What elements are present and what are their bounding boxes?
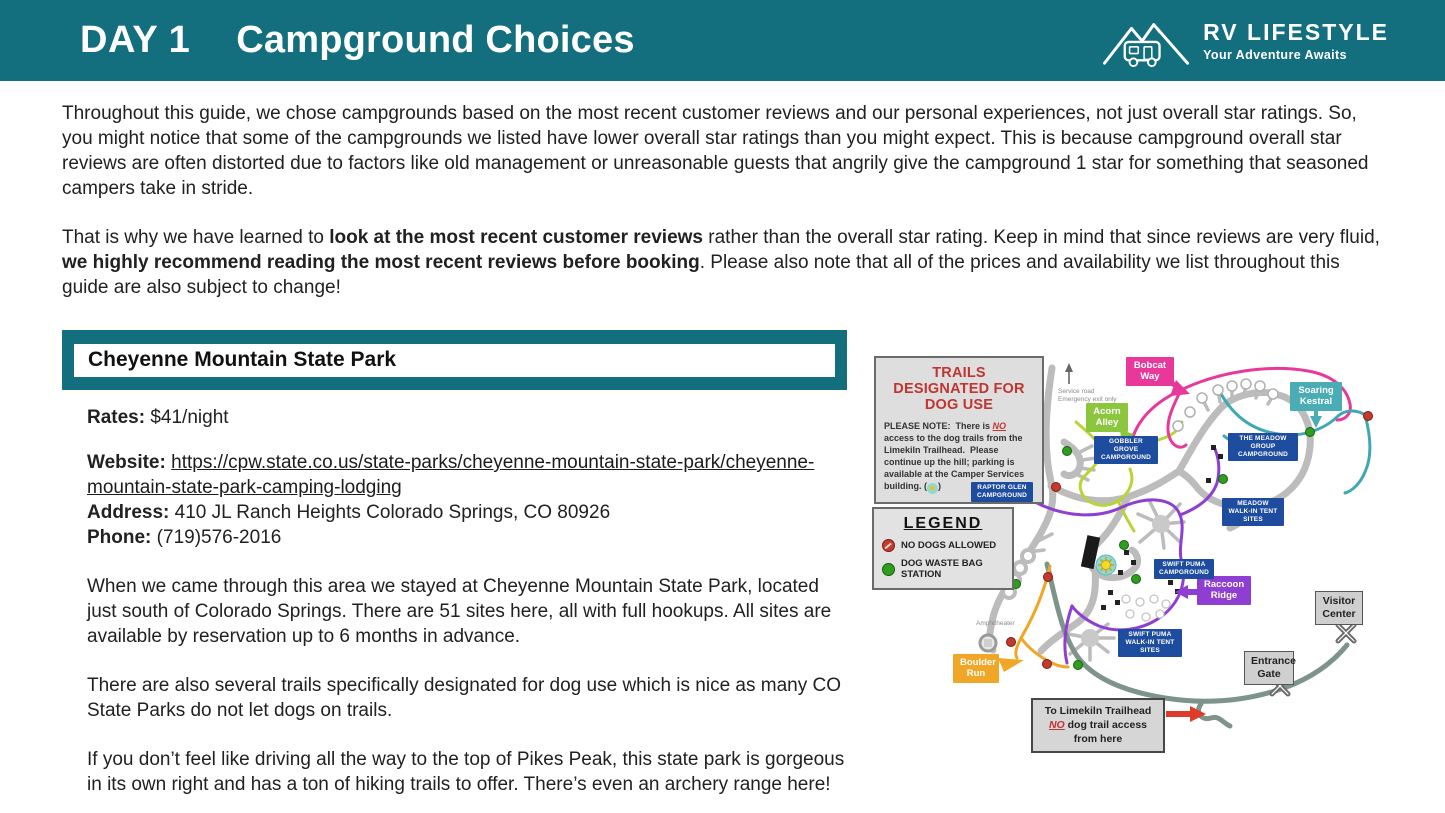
warning-note-close: )	[938, 481, 941, 492]
swift-loop-hub	[1152, 515, 1170, 533]
legend-title: LEGEND	[903, 515, 983, 532]
brand-text	[1203, 19, 1389, 62]
area-label-swift-puma: SWIFT PUMA CAMPGROUND	[1154, 559, 1214, 579]
area-label-swift-puma-tent: SWIFT PUMA WALK-IN TENT SITES	[1118, 629, 1182, 657]
intro-p2-seg2: rather than the overall star rating. Keep in mind that since reviews are very fluid,	[703, 227, 1380, 248]
website-link[interactable]: https://cpw.state.co.us/state-parks/cheyenne-mountain-state-park/cheyenne-mountain-state-park-camping-lodging	[87, 452, 815, 498]
rates-value: $41/night	[150, 407, 229, 428]
limekiln-line2: dog trail access from here	[1064, 719, 1148, 746]
waste-station-icon	[882, 563, 895, 576]
trail-label-raccoon-ridge: Raccoon Ridge	[1197, 576, 1251, 605]
header-title-group	[80, 19, 635, 62]
intro-p2-seg3: . Please also note that all of the prices and availability we list throughout this guide are also subject to change!	[62, 252, 1340, 298]
phone-label: Phone:	[87, 527, 152, 548]
legend-item-no-dogs	[882, 539, 1004, 552]
warning-note-pre: PLEASE NOTE: There is	[884, 420, 993, 431]
service-road-line: Service road	[1058, 388, 1095, 395]
limekiln-line1: To Limekiln Trailhead	[1044, 705, 1152, 717]
address-value: 410 JL Ranch Heights Colorado Springs, CO 80926	[174, 502, 611, 523]
park-trail-map	[868, 352, 1385, 746]
legend-item-waste	[882, 558, 1004, 580]
sun-icon: ✹	[927, 483, 938, 494]
area-label-meadow-group: THE MEADOW GROUP CAMPGROUND	[1228, 433, 1298, 461]
campground-left-column	[62, 330, 847, 797]
day-label: DAY 1	[80, 19, 191, 61]
rv-mountain-icon	[1102, 12, 1190, 70]
campground-section-header	[62, 330, 847, 390]
campground-paragraph-3: If you don’t feel like driving all the way to the top of Pikes Peak, this state park is gorgeous in its own right and has a ton of hiking trails to offer. There’s even an archery range here!	[87, 749, 845, 795]
amphitheater-loop	[980, 635, 996, 651]
warning-note-mid: access to the dog trails from the Limekiln Trailhead. Please continue up the hill; parking is available at the Camper Services building. (	[884, 420, 1027, 492]
amphitheater-label: Amphitheater	[976, 620, 1015, 627]
campground-paragraph-1: When we came through this area we stayed at Cheyenne Mountain State Park, located just south of Colorado Springs. There are 51 sites here, all with full hookups. All sites are available by reservation up to 6 months in advance.	[87, 576, 832, 647]
limekiln-note-box	[1031, 698, 1165, 753]
trail-label-acorn-alley: Acorn Alley	[1086, 403, 1128, 432]
phone-value: (719)576-2016	[156, 527, 282, 548]
campground-name-box	[74, 344, 835, 377]
warning-title: TRAILS DESIGNATED FOR DOG USE	[893, 365, 1025, 414]
trail-label-bobcat-way: Bobcat Way	[1126, 357, 1174, 386]
page-content	[0, 81, 1445, 797]
campground-paragraph-2: There are also several trails specifically designated for dog use which is nice as many CO State Parks do not let dogs on trails.	[87, 675, 842, 721]
intro-paragraph-2	[62, 225, 1385, 300]
campground-section	[62, 330, 1385, 797]
area-label-meadow-tent: MEADOW WALK-IN TENT SITES	[1222, 498, 1284, 526]
trail-label-boulder-run: Boulder Run	[953, 654, 999, 683]
legend-no-dogs-label: NO DOGS ALLOWED	[901, 540, 997, 551]
emergency-exit-line: Emergency exit only	[1058, 396, 1117, 404]
limekiln-no: NO	[1048, 719, 1065, 732]
intro-p2-seg1: That is why we have learned to	[62, 227, 330, 248]
brand-name: RV LIFESTYLE	[1203, 19, 1389, 45]
map-legend	[872, 507, 1014, 590]
address-line	[87, 500, 847, 525]
entrance-gate-box: Entrance Gate	[1244, 651, 1294, 685]
camper-services-sun-icon	[1096, 555, 1116, 575]
page-header	[0, 0, 1445, 81]
website-line	[87, 450, 847, 500]
warning-no: NO	[992, 420, 1007, 431]
campground-name: Cheyenne Mountain State Park	[88, 348, 397, 371]
campground-details	[87, 405, 847, 797]
walkin-tent-markers	[1122, 595, 1170, 621]
website-label: Website:	[87, 452, 166, 473]
intro-p2-bold2: we highly recommend reading the most recent reviews before booking	[62, 252, 700, 273]
area-label-raptor-glen: RAPTOR GLEN CAMPGROUND	[971, 482, 1033, 502]
visitor-center-box: Visitor Center	[1315, 591, 1363, 625]
brand-tagline: Your Adventure Awaits	[1203, 48, 1347, 62]
no-dogs-icon	[882, 539, 895, 552]
intro-paragraph-1: Throughout this guide, we chose campgrounds based on the most recent customer reviews and our personal experiences, not just overall star ratings. So, you might notice that some of the campgrounds we listed have lower overall star ratings than you might expect. This is because campground overall star reviews are often distorted due to factors like old management or unreasonable guests that angrily give the campground 1 star for something that seasoned campers take in stride.	[62, 103, 1369, 199]
brand-logo	[1102, 12, 1389, 70]
contact-block	[87, 450, 847, 550]
phone-line	[87, 525, 847, 550]
rates-line	[87, 405, 847, 430]
lower-loop-hub	[1081, 629, 1099, 647]
service-road-label	[1058, 388, 1117, 405]
intro-p2-bold1: look at the most recent customer reviews	[329, 227, 703, 248]
area-label-gobbler-grove: GOBBLER GROVE CAMPGROUND	[1094, 436, 1158, 464]
rates-label: Rates:	[87, 407, 146, 428]
page-title: Campground Choices	[236, 19, 635, 61]
legend-waste-label: DOG WASTE BAG STATION	[901, 558, 983, 580]
address-label: Address:	[87, 502, 170, 523]
trail-label-soaring-kestral: Soaring Kestral	[1290, 382, 1342, 411]
